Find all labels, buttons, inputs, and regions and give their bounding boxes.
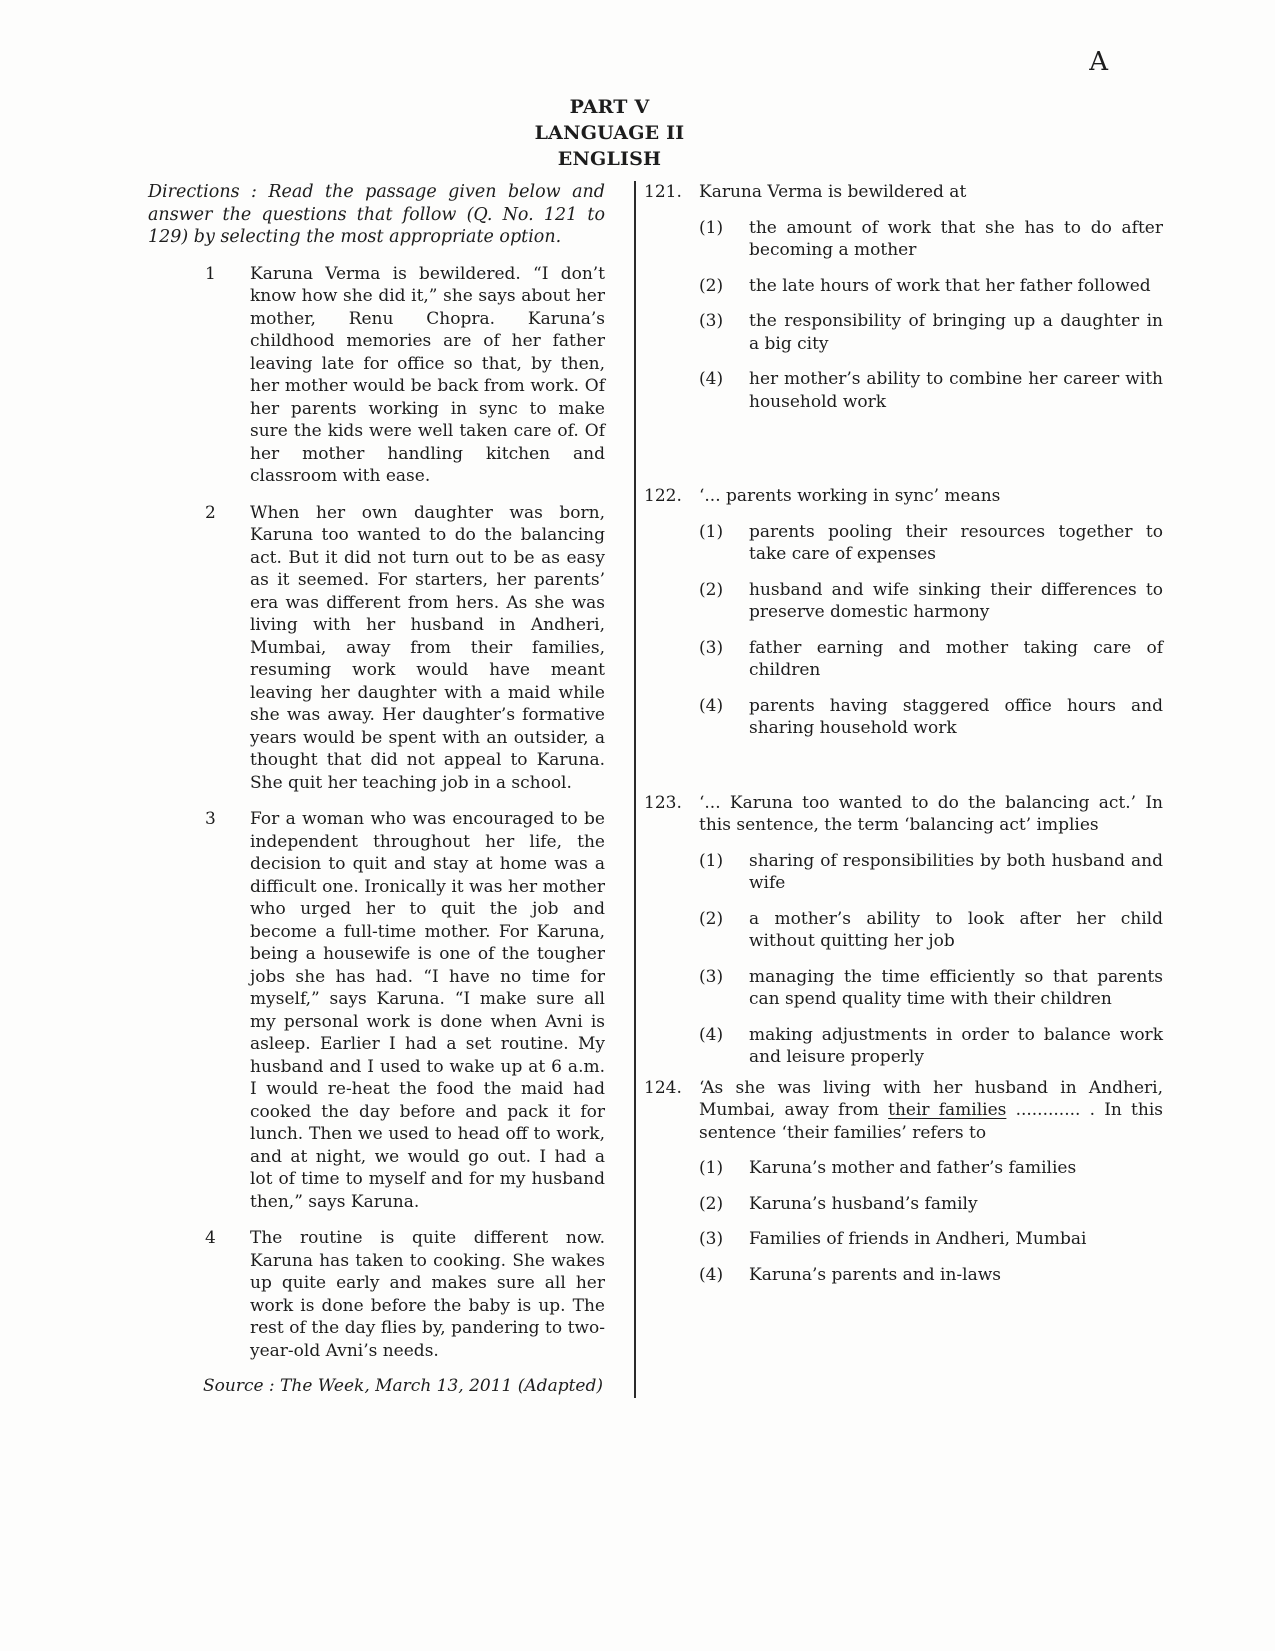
option-marker: (1) xyxy=(699,217,724,238)
question-122 xyxy=(644,485,1163,740)
option-marker: (4) xyxy=(699,695,724,716)
option-text: parents having staggered office hours and sharing household work xyxy=(749,695,1163,738)
option-text: Karuna’s mother and father’s families xyxy=(749,1158,1077,1178)
option-2 xyxy=(699,1193,1163,1216)
option-4 xyxy=(699,1024,1163,1069)
option-marker: (2) xyxy=(699,275,724,296)
question-stem-row xyxy=(644,485,1163,508)
option-marker: (4) xyxy=(699,369,724,389)
option-text: her mother’s ability to combine her career with household work xyxy=(749,369,1163,412)
option-text: the late hours of work that her father followed xyxy=(749,275,1151,296)
passage-column xyxy=(148,181,636,1398)
option-text: managing the time efficiently so that parents can spend quality time with their children xyxy=(749,966,1163,1009)
option-text: making adjustments in order to balance work and leisure properly xyxy=(749,1024,1163,1067)
option-3 xyxy=(699,310,1163,355)
option-4 xyxy=(699,368,1163,413)
option-marker: (1) xyxy=(699,1158,724,1178)
option-text: Karuna’s husband’s family xyxy=(749,1193,978,1214)
language-title: LANGUAGE II xyxy=(534,122,685,144)
option-marker: (4) xyxy=(699,1264,724,1285)
stem-text-after: ............ . In this sentence ‘their families’ refers to xyxy=(699,1100,1164,1143)
option-text: father earning and mother taking care of children xyxy=(749,637,1163,680)
version-row xyxy=(148,46,1163,88)
option-text: a mother’s ability to look after her child without quitting her job xyxy=(749,908,1163,951)
option-marker: (2) xyxy=(699,1193,724,1214)
paragraph-text: Karuna Verma is bewildered. “I don’t know how she did it,” she says about her mother, Renu Chopra. Karuna’s childhood memories are of her father leaving late for office so that, by then, her mother would be back from work. Of her parents working in sync to make sure the kids were well taken care of. Of her mother handling kitchen and classroom with ease. xyxy=(250,263,605,486)
option-text: husband and wife sinking their differences to preserve domestic harmony xyxy=(749,579,1163,622)
option-marker: (3) xyxy=(699,966,724,987)
option-text: parents pooling their resources together to take care of expenses xyxy=(749,521,1163,564)
option-marker: (3) xyxy=(699,311,724,331)
question-123 xyxy=(644,792,1163,1069)
option-text: sharing of responsibilities by both husband and wife xyxy=(749,850,1163,893)
question-stem: Karuna Verma is bewildered at xyxy=(699,182,967,202)
paragraph-number: 4 xyxy=(205,1228,216,1248)
option-text: the responsibility of bringing up a daughter in a big city xyxy=(749,311,1163,354)
option-marker: (4) xyxy=(699,1024,724,1045)
option-4 xyxy=(699,1264,1163,1287)
paragraph-number: 2 xyxy=(205,502,216,523)
question-stem-row xyxy=(644,1077,1163,1145)
paragraph-number: 1 xyxy=(205,263,216,284)
questions-column xyxy=(636,181,1163,1398)
question-stem: ‘... Karuna too wanted to do the balancing act.’ In this sentence, the term ‘balancing act’ implies xyxy=(699,792,1163,835)
question-number: 124. xyxy=(644,1077,682,1098)
subject-title: ENGLISH xyxy=(557,148,662,170)
option-text: Karuna’s parents and in-laws xyxy=(749,1264,1001,1285)
option-4 xyxy=(699,695,1163,740)
option-3 xyxy=(699,966,1163,1011)
passage-paragraph-4 xyxy=(148,1227,605,1362)
option-1 xyxy=(699,1157,1163,1180)
option-marker: (2) xyxy=(699,908,724,929)
passage-paragraph-3 xyxy=(148,808,605,1213)
directions-text: Directions : Read the passage given below and answer the questions that follow (Q. No. 121 to 129) by selecting the most appropriate option. xyxy=(148,182,605,247)
question-number: 121. xyxy=(644,182,682,202)
section-title-block xyxy=(102,94,1117,172)
question-121 xyxy=(644,181,1163,413)
question-number: 123. xyxy=(644,792,682,813)
paragraph-text: For a woman who was encouraged to be independent throughout her life, the decision to quit and stay at home was a difficult one. Ironically it was her mother who urged her to quit the job and become a full-time mother. For Karuna, being a housewife is one of the tougher jobs she has had. “I have no time for myself,” says Karuna. “I make sure all my personal work is done when Avni is asleep. Earlier I had a set routine. My husband and I used to wake up at 6 a.m. I would re-heat the food the maid had cooked the day before and pack it for lunch. Then we used to head off to work, and at night, we would go out. I had a lot of time to myself and for my husband then,” says Karuna. xyxy=(250,809,605,1212)
option-marker: (1) xyxy=(699,850,724,871)
stem-text-before: ‘As she was living with her husband in Andheri, Mumbai, away from xyxy=(699,1077,1163,1120)
underlined-phrase: their families xyxy=(888,1100,1007,1120)
option-marker: (3) xyxy=(699,1229,724,1249)
paragraph-text: When her own daughter was born, Karuna too wanted to do the balancing act. But it did not turn out to be as easy as it seemed. For starters, her parents’ era was different from hers. As she was living with her husband in Andheri, Mumbai, away from their families, resuming work would have meant leaving her daughter with a maid while she was away. Her daughter’s formative years would be spent with an outsider, a thought that did not appeal to Karuna. She quit her teaching job in a school. xyxy=(250,502,605,793)
option-1 xyxy=(699,850,1163,895)
source-line: Source : The Week, March 13, 2011 (Adapted) xyxy=(202,1376,603,1396)
option-marker: (1) xyxy=(699,521,724,542)
question-stem xyxy=(699,1077,1163,1145)
passage-paragraph-2 xyxy=(148,502,605,795)
question-number: 122. xyxy=(644,486,682,506)
option-3 xyxy=(699,1228,1163,1251)
option-1 xyxy=(699,217,1163,262)
passage-paragraph-1 xyxy=(148,263,605,488)
question-stem-row xyxy=(644,181,1163,204)
part-title: PART V xyxy=(569,96,650,118)
option-text: the amount of work that she has to do after becoming a mother xyxy=(749,217,1163,260)
question-stem: ‘... parents working in sync’ means xyxy=(699,486,1001,506)
option-marker: (3) xyxy=(699,637,724,658)
option-1 xyxy=(699,521,1163,566)
option-text: Families of friends in Andheri, Mumbai xyxy=(749,1229,1087,1249)
option-2 xyxy=(699,579,1163,624)
question-stem-row xyxy=(644,792,1163,837)
option-marker: (2) xyxy=(699,579,724,600)
option-3 xyxy=(699,637,1163,682)
paragraph-number: 3 xyxy=(205,809,216,829)
question-124 xyxy=(644,1077,1163,1287)
option-2 xyxy=(699,275,1163,298)
option-2 xyxy=(699,908,1163,953)
test-booklet-code: A xyxy=(1089,47,1108,77)
two-column-layout xyxy=(148,181,1163,1398)
paragraph-text: The routine is quite different now. Karuna has taken to cooking. She wakes up quite early and makes sure all her work is done before the baby is up. The rest of the day flies by, pandering to two-year-old Avni’s needs. xyxy=(250,1228,605,1361)
